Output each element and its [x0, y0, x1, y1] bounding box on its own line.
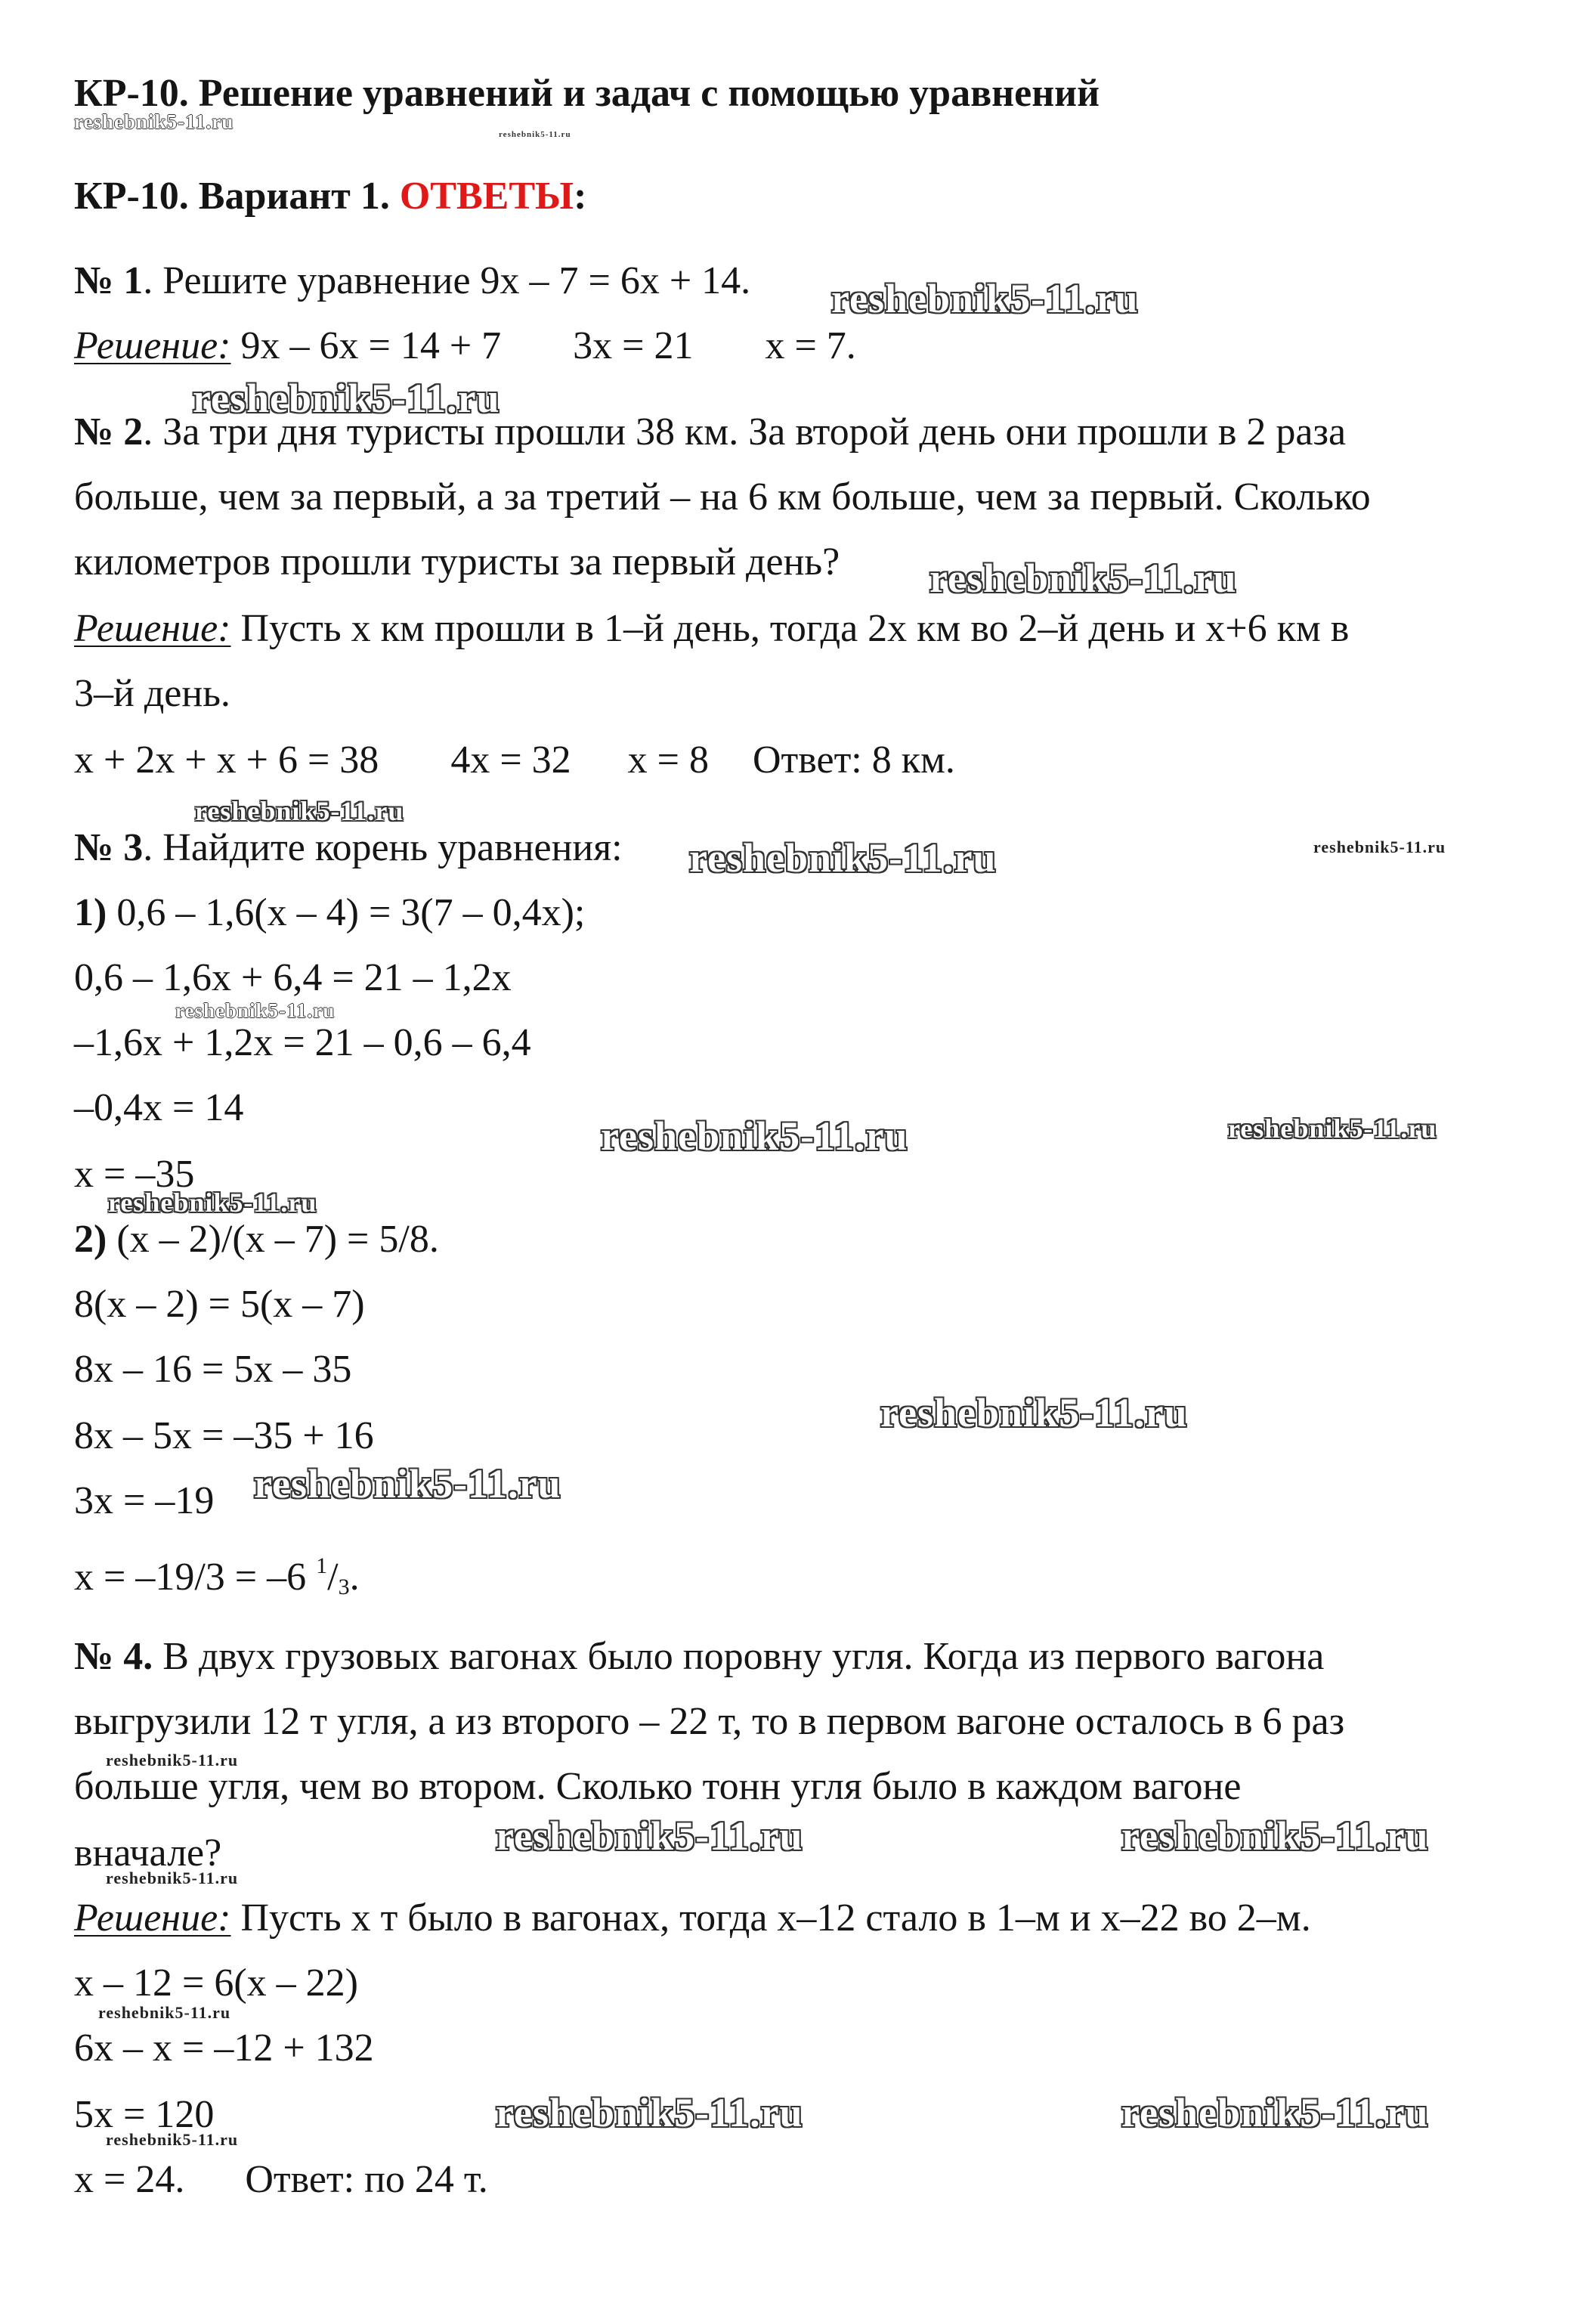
problem-3-part-1 — [74, 889, 585, 937]
problem-4-task-line: вначале? — [74, 1831, 222, 1875]
watermark: reshebnik5-11.ru — [831, 276, 1139, 321]
fraction-denominator: 3 — [338, 1574, 350, 1599]
watermark: reshebnik5-11.ru — [1313, 838, 1446, 856]
watermark: reshebnik5-11.ru — [193, 376, 500, 421]
watermark: reshebnik5-11.ru — [499, 130, 571, 139]
problem-4-number: № 4. — [74, 1635, 153, 1678]
problem-4-step: 5x = 120 — [74, 2093, 215, 2136]
problem-1-step: x = 7. — [765, 324, 856, 367]
part-equation: (x – 2)/(x – 7) = 5/8. — [107, 1218, 439, 1261]
problem-4-solution-line — [74, 1894, 1311, 1943]
problem-2-solution-line — [74, 605, 1349, 653]
watermark: reshebnik5-11.ru — [929, 556, 1237, 601]
problem-1-number: № 1 — [74, 259, 144, 302]
watermark: reshebnik5-11.ru — [106, 1751, 239, 1769]
problem-4-final — [74, 2156, 488, 2204]
watermark: reshebnik5-11.ru — [880, 1390, 1188, 1435]
problem-3-step: x = –35 — [74, 1153, 195, 1196]
problem-4-task-line: выгрузили 12 т угля, а из второго – 22 т, то в первом вагоне осталось в 6 раз — [74, 1700, 1345, 1743]
problem-4-solution-text: Пусть x т было в вагонах, тогда x–12 стало в 1–м и x–22 во 2–м. — [230, 1896, 1311, 1940]
solution-label: Решение: — [74, 607, 231, 650]
problem-3-step: 0,6 – 1,6x + 6,4 = 21 – 1,2x — [74, 956, 512, 999]
answers-label: ОТВЕТЫ — [399, 175, 574, 218]
variant-heading — [74, 172, 586, 221]
watermark: reshebnik5-11.ru — [195, 796, 404, 826]
problem-4-step: x – 12 = 6(x – 22) — [74, 1961, 358, 2005]
problem-3-step: 3x = –19 — [74, 1479, 215, 1522]
problem-1-solution — [74, 322, 856, 370]
problem-3-part-2 — [74, 1215, 439, 1264]
watermark: reshebnik5-11.ru — [1228, 1113, 1437, 1144]
part-equation: 0,6 – 1,6(x – 4) = 3(7 – 0,4x); — [107, 891, 586, 934]
problem-3-task — [74, 824, 623, 872]
problem-3-step: 8x – 5x = –35 + 16 — [74, 1414, 374, 1457]
watermark: reshebnik5-11.ru — [496, 1813, 803, 1859]
problem-2-task-line: больше, чем за первый, а за третий – на 6 км больше, чем за первый. Сколько — [74, 475, 1371, 519]
variant-prefix: КР-10. Вариант 1. — [74, 175, 400, 218]
problem-3-number: № 3 — [74, 826, 144, 869]
problem-2-step: 4x = 32 — [450, 738, 571, 782]
problem-2-step: x + 2x + x + 6 = 38 — [74, 738, 379, 782]
problem-4-result: x = 24. — [74, 2158, 185, 2201]
problem-4-answer: Ответ: по 24 т. — [245, 2158, 488, 2201]
watermark: reshebnik5-11.ru — [106, 1869, 239, 1887]
part-number: 2) — [74, 1218, 107, 1261]
problem-3-step: 8x – 16 = 5x – 35 — [74, 1348, 352, 1391]
problem-4-step: 6x – x = –12 + 132 — [74, 2026, 374, 2070]
problem-4-task-line: больше угля, чем во втором. Сколько тонн угля было в каждом вагоне — [74, 1765, 1242, 1808]
page-title: КР-10. Решение уравнений и задач с помощью уравнений — [74, 72, 1100, 115]
watermark: reshebnik5-11.ru — [98, 2003, 231, 2022]
problem-2-solution-text: Пусть x км прошли в 1–й день, тогда 2x км во 2–й день и x+6 км в — [230, 607, 1350, 650]
problem-1-task — [74, 257, 750, 305]
solution-label: Решение: — [74, 324, 231, 367]
problem-3-step: –0,4x = 14 — [74, 1086, 244, 1129]
watermark: reshebnik5-11.ru — [74, 110, 234, 133]
watermark: reshebnik5-11.ru — [601, 1113, 908, 1159]
problem-4-task-line — [74, 1633, 1324, 1681]
problem-2-answer: Ответ: 8 км. — [752, 738, 955, 782]
watermark: reshebnik5-11.ru — [496, 2090, 803, 2135]
problem-2-solution-line: 3–й день. — [74, 672, 230, 715]
problem-2-number: № 2 — [74, 410, 144, 454]
watermark: reshebnik5-11.ru — [1121, 2090, 1429, 2135]
problem-3-step: 8(x – 2) = 5(x – 7) — [74, 1283, 365, 1326]
problem-1-text: . Решите уравнение 9x – 7 = 6x + 14. — [143, 259, 751, 302]
problem-3-step: –1,6x + 1,2x = 21 – 0,6 – 6,4 — [74, 1021, 531, 1064]
solution-label: Решение: — [74, 1896, 231, 1940]
watermark: reshebnik5-11.ru — [175, 999, 336, 1022]
problem-2-task-line: километров прошли туристы за первый день? — [74, 540, 840, 584]
problem-1-step: 3x = 21 — [573, 324, 694, 367]
problem-4-text: В двух грузовых вагонах было поровну угля. Когда из первого вагона — [153, 1635, 1325, 1678]
variant-colon: : — [574, 175, 587, 218]
final-dot: . — [349, 1556, 360, 1599]
problem-1-step: 9x – 6x = 14 + 7 — [230, 324, 502, 367]
problem-2-text: . За три дня туристы прошли 38 км. За второй день они прошли в 2 раза — [143, 410, 1347, 454]
problem-2-steps — [74, 736, 955, 785]
problem-3-final — [74, 1542, 360, 1612]
watermark: reshebnik5-11.ru — [689, 835, 997, 881]
watermark: reshebnik5-11.ru — [1121, 1813, 1429, 1859]
problem-3-text: . Найдите корень уравнения: — [143, 826, 623, 869]
fraction-numerator: 1 — [316, 1553, 328, 1578]
part-number: 1) — [74, 891, 107, 934]
problem-2-step: x = 8 — [627, 738, 709, 782]
watermark: reshebnik5-11.ru — [108, 1187, 317, 1218]
fraction-slash: / — [327, 1556, 339, 1599]
final-text: x = –19/3 = –6 — [74, 1556, 317, 1599]
watermark: reshebnik5-11.ru — [254, 1461, 561, 1506]
watermark: reshebnik5-11.ru — [106, 2130, 239, 2149]
